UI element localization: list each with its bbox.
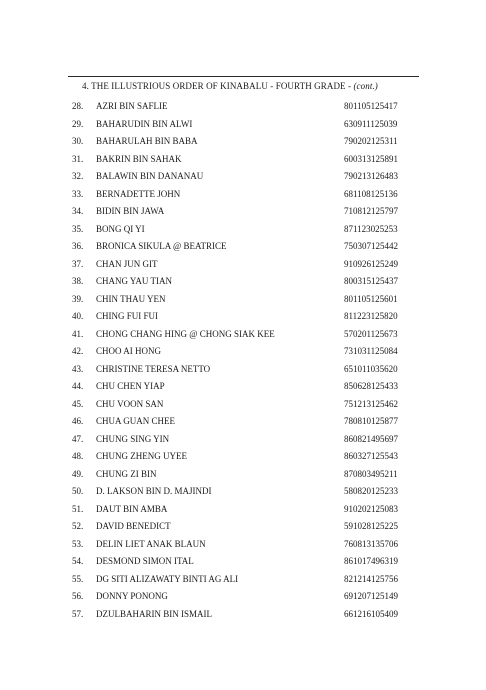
ic-number: 800315125437 (344, 276, 398, 286)
ic-number: 760813135706 (344, 538, 398, 549)
item-number: 56. (72, 591, 84, 601)
list-item (70, 483, 420, 501)
recipient-name: CHU CHEN YIAP (96, 381, 165, 391)
recipient-name: BRONICA SIKULA @ BEATRICE (96, 241, 227, 251)
item-number: 45. (72, 398, 84, 409)
ic-number: 751213125462 (344, 398, 398, 409)
item-number: 52. (72, 521, 84, 531)
recipient-name: CHUA GUAN CHEE (96, 416, 176, 426)
ic-number: 811223125820 (344, 311, 398, 321)
item-number: 29. (72, 118, 84, 129)
recipient-name: DZULBAHARIN BIN ISMAIL (96, 608, 212, 619)
recipient-name: DELIN LIET ANAK BLAUN (96, 538, 206, 549)
recipient-name: CHOO AI HONG (96, 346, 161, 356)
section-heading (82, 81, 422, 91)
list-item (70, 431, 420, 449)
recipient-name: DESMOND SIMON ITAL (96, 556, 194, 566)
ic-number: 870803495211 (344, 468, 398, 479)
recipient-name: CHU VOON SAN (96, 398, 164, 409)
item-number: 32. (72, 171, 84, 181)
recipient-name: CHRISTINE TERESA NETTO (96, 363, 211, 374)
item-number: 35. (72, 223, 84, 234)
item-number: 38. (72, 276, 84, 286)
item-number: 51. (72, 503, 84, 514)
recipient-name: BONG QI YI (96, 223, 145, 234)
ic-number: 691207125149 (344, 591, 398, 601)
item-number: 54. (72, 556, 84, 566)
list-item (70, 238, 420, 256)
ic-number: 570201125673 (344, 328, 398, 339)
list-item (70, 168, 420, 186)
item-number: 48. (72, 451, 84, 461)
item-number: 50. (72, 486, 84, 496)
item-number: 37. (72, 258, 84, 269)
list-item (70, 273, 420, 291)
recipient-name: CHUNG ZHENG UYEE (96, 451, 187, 461)
recipient-name: BALAWIN BIN DANANAU (96, 171, 204, 181)
list-item (70, 518, 420, 536)
list-item (70, 221, 420, 239)
item-number: 30. (72, 136, 84, 146)
ic-number: 600313125891 (344, 153, 398, 164)
ic-number: 850628125433 (344, 381, 398, 391)
ic-number: 710812125797 (344, 206, 398, 216)
recipient-name: DAUT BIN AMBA (96, 503, 168, 514)
list-item (70, 448, 420, 466)
item-number: 41. (72, 328, 84, 339)
ic-number: 871123025253 (344, 223, 398, 234)
ic-number: 790202125311 (344, 136, 398, 146)
ic-number: 910926125249 (344, 258, 398, 269)
recipient-name: DONNY PONONG (96, 591, 168, 601)
recipient-list (70, 98, 420, 623)
recipient-name: BAHARUDIN BIN ALWI (96, 118, 193, 129)
heading-cont-label: (cont.) (353, 81, 378, 91)
item-number: 40. (72, 311, 84, 321)
list-item (70, 256, 420, 274)
recipient-name: CHANG YAU TIAN (96, 276, 172, 286)
item-number: 46. (72, 416, 84, 426)
ic-number: 801105125417 (344, 101, 398, 111)
list-item (70, 553, 420, 571)
ic-number: 860821495697 (344, 433, 398, 444)
item-number: 43. (72, 363, 84, 374)
item-number: 33. (72, 188, 84, 199)
list-item (70, 413, 420, 431)
list-item (70, 588, 420, 606)
item-number: 31. (72, 153, 84, 164)
recipient-name: BAHARULAH BIN BABA (96, 136, 198, 146)
recipient-name: BIDIN BIN JAWA (96, 206, 165, 216)
list-item (70, 536, 420, 554)
item-number: 28. (72, 101, 84, 111)
recipient-name: CHIN THAU YEN (96, 293, 166, 304)
item-number: 42. (72, 346, 84, 356)
list-item (70, 291, 420, 309)
heading-text: 4. THE ILLUSTRIOUS ORDER OF KINABALU - FOURTH GRADE - (82, 81, 354, 91)
list-item (70, 396, 420, 414)
recipient-name: D. LAKSON BIN D. MAJINDI (96, 486, 212, 496)
ic-number: 750307125442 (344, 241, 398, 251)
ic-number: 910202125083 (344, 503, 398, 514)
list-item (70, 361, 420, 379)
recipient-name: BAKRIN BIN SAHAK (96, 153, 182, 164)
ic-number: 681108125136 (344, 188, 398, 199)
list-item (70, 308, 420, 326)
recipient-name: CHUNG ZI BIN (96, 468, 157, 479)
list-item (70, 571, 420, 589)
item-number: 49. (72, 468, 84, 479)
ic-number: 821214125756 (344, 573, 398, 584)
ic-number: 580820125233 (344, 486, 398, 496)
recipient-name: CHAN JUN GIT (96, 258, 158, 269)
item-number: 36. (72, 241, 84, 251)
recipient-name: CHING FUI FUI (96, 311, 159, 321)
item-number: 44. (72, 381, 84, 391)
item-number: 34. (72, 206, 84, 216)
list-item (70, 98, 420, 116)
ic-number: 860327125543 (344, 451, 398, 461)
ic-number: 651011035620 (344, 363, 398, 374)
list-item (70, 343, 420, 361)
ic-number: 801105125601 (344, 293, 398, 304)
list-item (70, 203, 420, 221)
item-number: 55. (72, 573, 84, 584)
recipient-name: DG SITI ALIZAWATY BINTI AG ALI (96, 573, 239, 584)
ic-number: 731031125084 (344, 346, 398, 356)
list-item (70, 378, 420, 396)
recipient-name: AZRI BIN SAFLIE (96, 101, 168, 111)
list-item (70, 466, 420, 484)
item-number: 47. (72, 433, 84, 444)
ic-number: 790213126483 (344, 171, 398, 181)
list-item (70, 133, 420, 151)
ic-number: 591028125225 (344, 521, 398, 531)
item-number: 53. (72, 538, 84, 549)
list-item (70, 326, 420, 344)
recipient-name: CHUNG SING YIN (96, 433, 170, 444)
ic-number: 661216105409 (344, 608, 398, 619)
list-item (70, 116, 420, 134)
ic-number: 861017496319 (344, 556, 398, 566)
list-item (70, 186, 420, 204)
item-number: 57. (72, 608, 84, 619)
recipient-name: DAVID BENEDICT (96, 521, 171, 531)
ic-number: 630911125039 (344, 118, 398, 129)
header-rule (68, 76, 419, 77)
recipient-name: BERNADETTE JOHN (96, 188, 181, 199)
ic-number: 780810125877 (344, 416, 398, 426)
list-item (70, 606, 420, 624)
item-number: 39. (72, 293, 84, 304)
list-item (70, 501, 420, 519)
recipient-name: CHONG CHANG HING @ CHONG SIAK KEE (96, 328, 275, 339)
list-item (70, 151, 420, 169)
